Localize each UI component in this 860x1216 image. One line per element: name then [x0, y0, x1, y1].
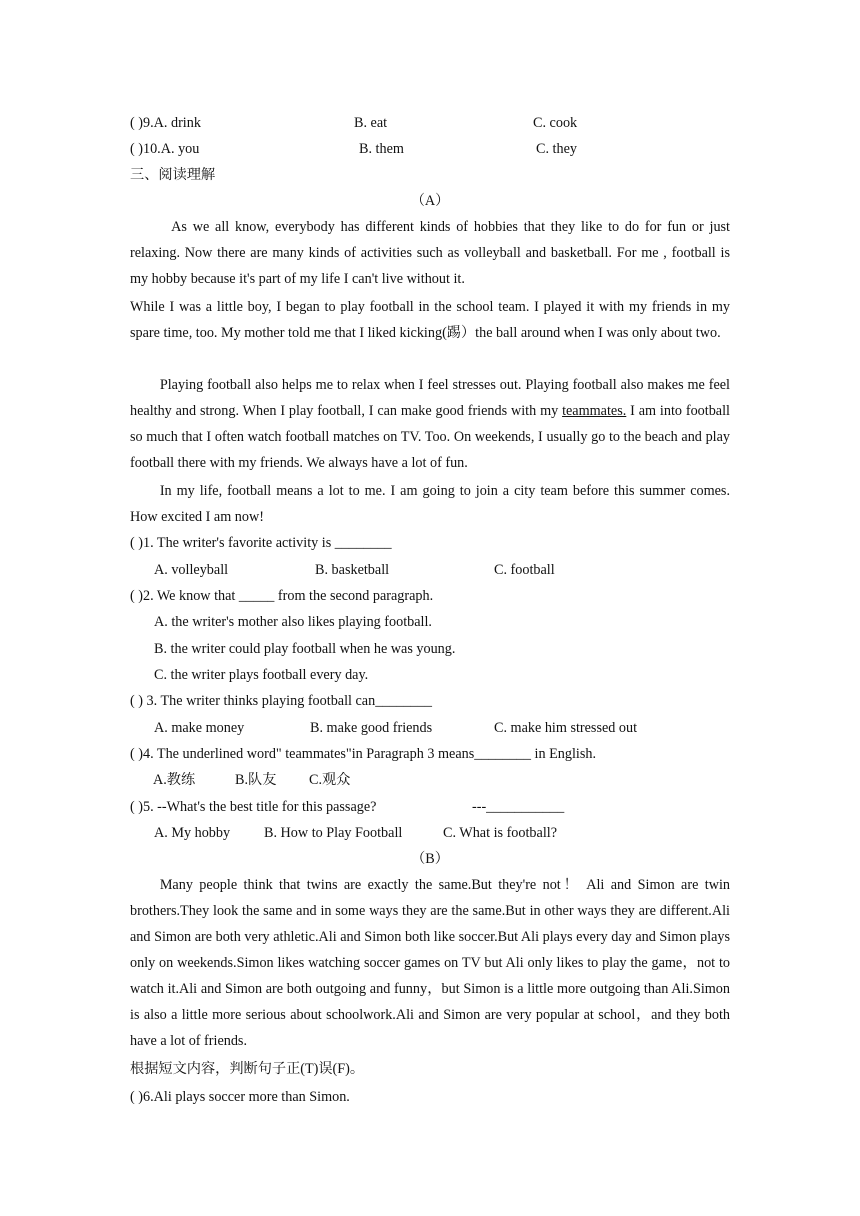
question-5-option-a: A. My hobby: [154, 825, 231, 841]
true-false-instruction: 根据短文内容，判断句子正(T)误(F)。: [130, 1061, 365, 1077]
question-3-option-c: C. make him stressed out: [494, 720, 638, 736]
question-10-option-c: C. they: [536, 141, 577, 157]
passage-a-paragraph-4: In my life, football means a lot to me. I am going to join a city team before this summer comes. How excited I am now!: [130, 483, 730, 525]
question-10-option-b: B. them: [359, 141, 404, 157]
passage-a-p3-text-1: Playing football also helps me to relax when I feel stresses out. Playing football also makes me feel healthy and strong. When I play football, I can make good friends with my: [130, 377, 730, 419]
question-1-option-c: C. football: [494, 562, 555, 578]
question-2-option-a: A. the writer's mother also likes playing football.: [154, 614, 432, 630]
question-1-option-b: B. basketball: [315, 562, 390, 578]
question-2-stem: ( )2. We know that _____ from the second paragraph.: [130, 588, 434, 604]
question-5-option-b: B. How to Play Football: [264, 825, 403, 841]
passage-a-paragraph-2: While I was a little boy, I began to play football in the school team. I played it with my friends in my spare time, too. My mother told me that I liked kicking(踢）the ball around when I was only about two.: [130, 299, 730, 341]
question-9-option-b: B. eat: [354, 115, 388, 131]
question-9-stem: ( )9.A. drink: [130, 115, 201, 131]
question-1-stem: ( )1. The writer's favorite activity is ________: [130, 535, 392, 551]
passage-a-paragraph-1: As we all know, everybody has different kinds of hobbies that they like to do for fun or just relaxing. Now there are many kinds of activities such as volleyball and basketball. For me , football is my hobby because it's part of my life I can't live without it.: [130, 219, 730, 287]
question-3-option-a: A. make money: [154, 720, 245, 736]
section-3-title: 三、阅读理解: [130, 167, 216, 183]
passage-a-paragraph-3: [130, 372, 730, 476]
passage-b-paragraph-1: Many people think that twins are exactly the same.But they're not！ Ali and Simon are twin brothers.They look the same and in some ways they are the same.But in other ways they are different.Ali and Simon are both very athletic.Ali and Simon both like soccer.But Ali plays every day and Simon plays only on weekends.Simon likes watching soccer games on TV but Ali only likes to play the game，not to watch it.Ali and Simon are both outgoing and funny，but Simon is a little more outgoing than Ali.Simon is also a little more serious about schoolwork.Ali and Simon are very popular at school，and they both have a lot of friends.: [130, 877, 730, 1049]
question-4-option-b: B.队友: [235, 772, 277, 788]
question-3-option-b: B. make good friends: [310, 720, 433, 736]
passage-a-p3-text-2: I am into football so much that I often watch football matches on TV. Too. On weekends, I usually go to the beach and play football there with my friends. We always have a lot of fun.: [130, 403, 730, 471]
passage-b-label: （B）: [411, 851, 449, 867]
question-3-stem: ( ) 3. The writer thinks playing football can________: [130, 693, 432, 709]
question-10-stem: ( )10.A. you: [130, 141, 200, 157]
question-6-stem: ( )6.Ali plays soccer more than Simon.: [130, 1089, 350, 1105]
question-4-option-c: C.观众: [309, 772, 351, 788]
question-5-option-c: C. What is football?: [443, 825, 558, 841]
question-4-option-a: A.教练: [153, 772, 196, 788]
passage-a-label: （A）: [410, 193, 450, 209]
question-5-answer-blank: ---___________: [472, 799, 565, 815]
question-1-option-a: A. volleyball: [154, 562, 229, 578]
question-2-option-c: C. the writer plays football every day.: [154, 667, 369, 683]
question-9-option-c: C. cook: [533, 115, 578, 131]
underlined-word-teammates: teammates.: [562, 403, 627, 419]
question-4-stem: ( )4. The underlined word" teammates"in Paragraph 3 means________ in English.: [130, 746, 597, 762]
question-5-stem: ( )5. --What's the best title for this passage?: [130, 799, 377, 815]
question-2-option-b: B. the writer could play football when he was young.: [154, 641, 456, 657]
